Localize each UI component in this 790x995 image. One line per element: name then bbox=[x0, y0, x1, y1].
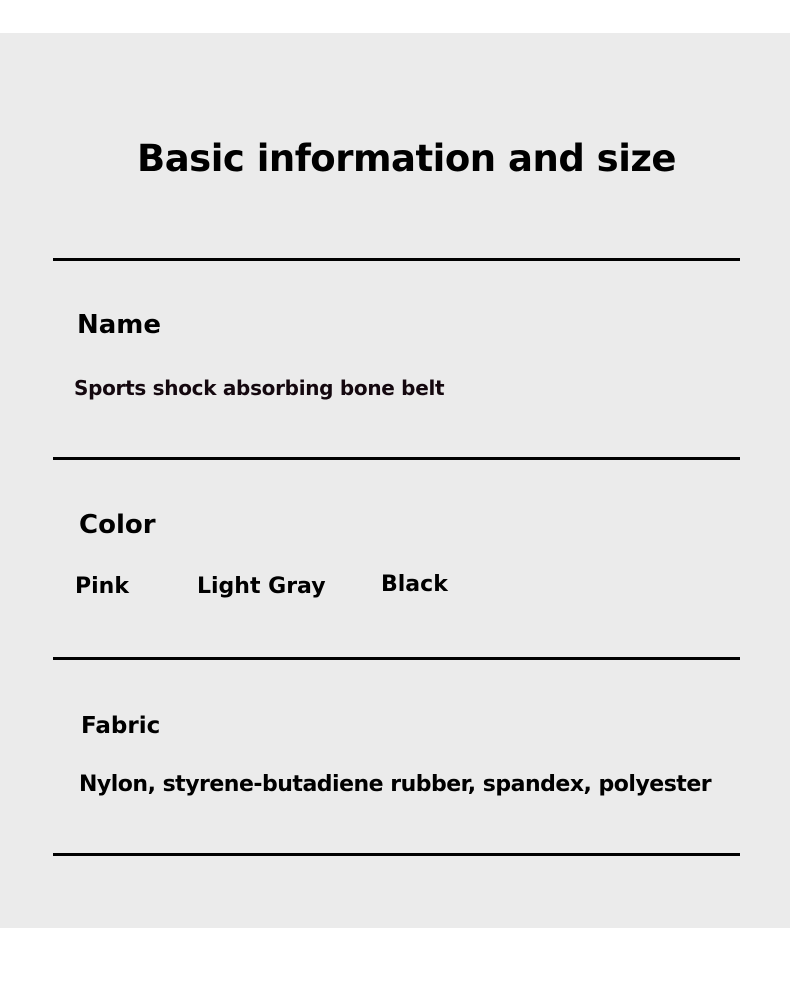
divider-top bbox=[53, 258, 740, 261]
divider-bottom bbox=[53, 853, 740, 856]
divider-color bbox=[53, 657, 740, 660]
name-label: Name bbox=[77, 310, 162, 340]
info-panel bbox=[0, 33, 790, 928]
name-value: Sports shock absorbing bone belt bbox=[74, 376, 445, 400]
color-option-light-gray: Light Gray bbox=[197, 574, 326, 599]
color-option-black: Black bbox=[381, 572, 448, 597]
divider-name bbox=[53, 457, 740, 460]
page-title: Basic information and size bbox=[137, 137, 677, 180]
color-label: Color bbox=[79, 510, 156, 540]
fabric-label: Fabric bbox=[81, 713, 161, 739]
fabric-value: Nylon, styrene-butadiene rubber, spandex, polyester bbox=[79, 772, 712, 797]
color-option-pink: Pink bbox=[75, 574, 129, 599]
